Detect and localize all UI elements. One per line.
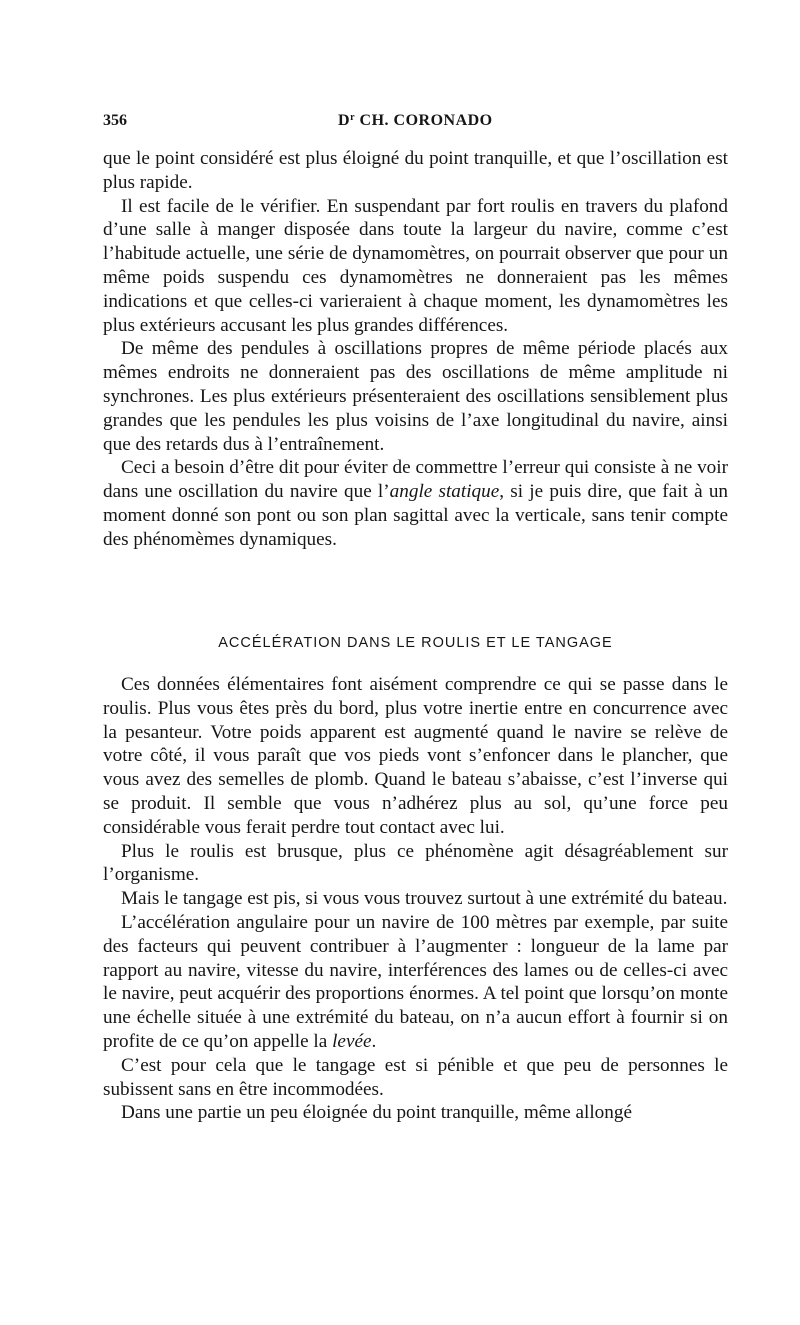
italic-levee: levée (332, 1030, 372, 1052)
paragraph-tangage: Mais le tangage est pis, si vous vous trouvez surtout à une extrémité du bateau. (121, 888, 728, 910)
paragraph-acceleration-end: . (371, 1030, 377, 1052)
running-head (338, 112, 493, 130)
page-header (103, 112, 728, 136)
paragraph-brusque: Plus le roulis est brusque, plus ce phénomène agit désagréablement sur l’organisme. (103, 840, 728, 886)
section-title: ACCÉLÉRATION DANS LE ROULIS ET LE TANGAGE (218, 635, 613, 651)
italic-angle-statique: angle statique (389, 481, 500, 503)
paragraph-static-angle-end: , si je puis dire, que fait à un moment donné son pont ou son plan sagittal avec la verticale, sans tenir compte des phénomèmes dynamiques. (103, 481, 729, 550)
paragraph-static-angle (103, 456, 728, 551)
paragraph-dynamometers: Il est facile de le vérifier. En suspendant par fort roulis en travers du plafond d’une salle à manger disposée dans toute la largeur du navire, comme c’est l’habitude actuelle, une série de dynamomètres, on pourrait observer que pour un même poids suspendu ces dynamomètres ne donneraient pas les mêmes indications et que celles-ci varieraient à chaque moment, les dynamomètres les plus extérieurs accusant les plus grandes différences. (103, 195, 728, 336)
paragraph-acceleration-start: L’accélération angulaire pour un navire de 100 mètres par exemple, par suite des facteurs qui peuvent contribuer à l’augmenter : longueur de la lame par rapport au navire, vitesse du navire, interférences des lames ou de celles-ci avec le navire, peut acquérir des proportions énormes. A tel point que lorsqu’on monte une échelle située à une extrémité du bateau, on n’a aucun effort à fournir si on profite de ce qu’on appelle la (103, 911, 728, 1052)
paragraph-roulis: Ces données élémentaires font aisément comprendre ce qui se passe dans le roulis. Plus vous êtes près du bord, plus votre inertie entre en concurrence avec la pesanteur. Votre poids apparent est augmenté quand le navire se relève de votre côté, il vous paraît que vos pieds vont s’enfoncer dans le plancher, que vous avez des semelles de plomb. Quand le bateau s’abaisse, c’est l’inverse qui se produit. Il semble que vous n’adhérez plus au sol, qu’une force peu considérable vous ferait perdre tout contact avec lui. (103, 674, 728, 838)
paragraph-pendulums: De même des pendules à oscillations propres de même période placés aux mêmes endroits ne donneraient pas des oscillations de même amplitude ni synchrones. Les plus extérieurs présenteraient des oscillations sensiblement plus grandes que les pendules les plus voisins de l’axe longitudinal du navire, ainsi que des retards dus à l’entraînement. (103, 338, 728, 455)
author-prefix-sup: r (350, 112, 356, 123)
paragraph-final: Dans une partie un peu éloignée du point tranquille, même allongé (121, 1102, 632, 1124)
paragraph-static-angle-start: Ceci a besoin d’être dit pour éviter de commettre l’erreur qui consiste à ne voir dans une oscillation du navire que l’ (103, 457, 728, 503)
section-a (103, 147, 728, 552)
paragraph-penible: C’est pour cela que le tangage est si pénible et que peu de personnes le subissent sans en être incommodées. (103, 1054, 728, 1100)
author-prefix: D (338, 112, 351, 129)
paragraph-continuation: que le point considéré est plus éloigné du point tranquille, et que l’oscillation est plus rapide. (103, 148, 728, 193)
paragraph-acceleration (103, 911, 728, 1054)
page-number: 356 (103, 112, 127, 129)
author-name: CH. CORONADO (359, 112, 493, 129)
section-b (103, 673, 728, 1125)
